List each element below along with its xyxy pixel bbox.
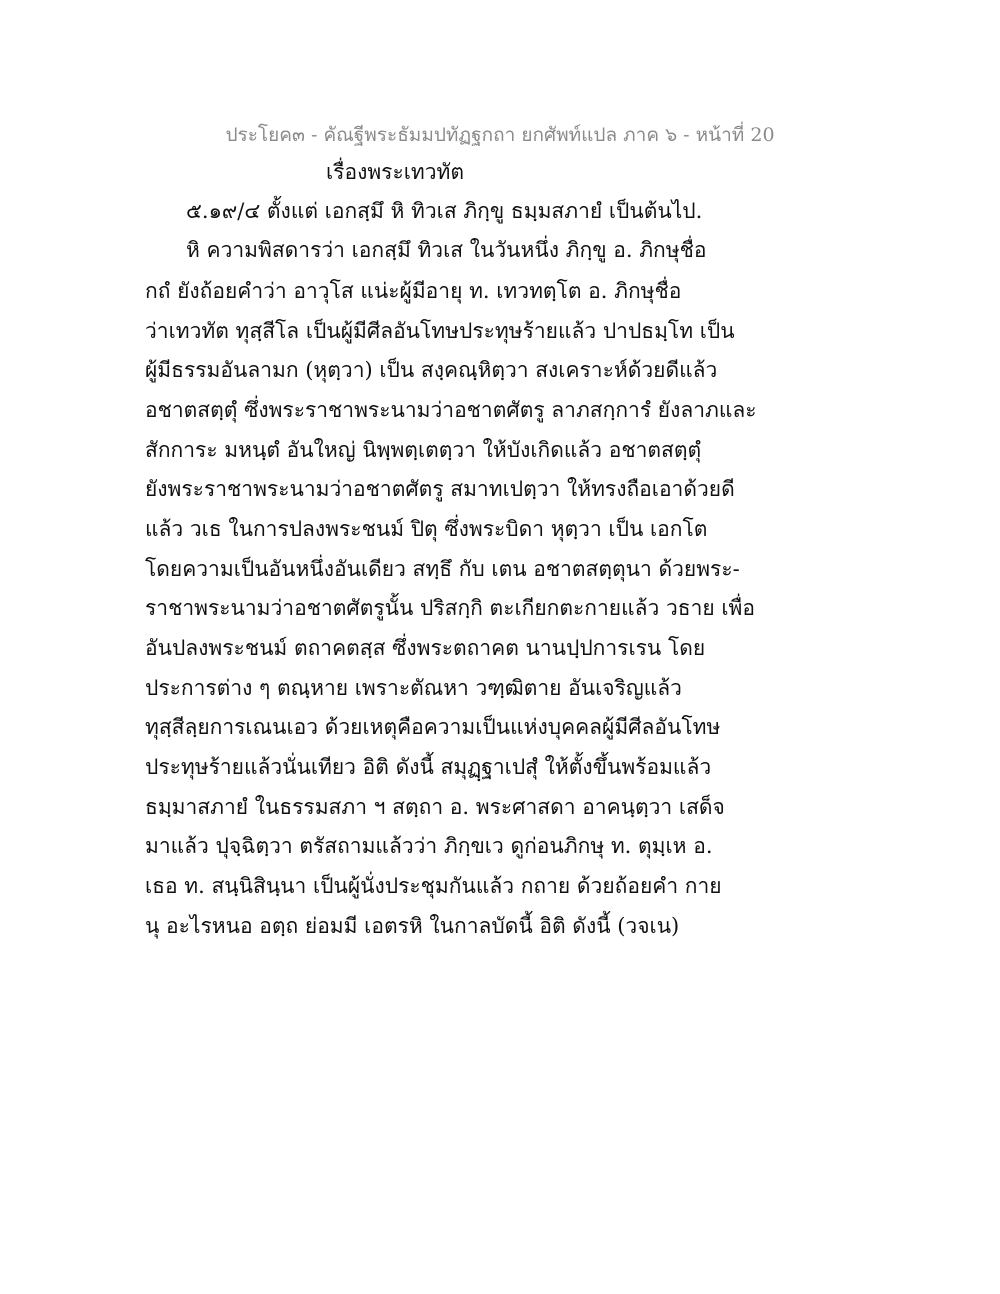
- paragraph-line: แล้ว วเธ ในการปลงพระชนม์ ปิตุ ซึ่งพระบิดา หุตฺวา เป็น เอกโต: [145, 517, 708, 541]
- paragraph-line: ยังพระราชาพระนามว่าอชาตศัตรู สมาทเปตฺวา ให้ทรงถือเอาด้วยดี: [145, 477, 735, 501]
- paragraph-line: ราชาพระนามว่าอชาตศัตรูนั้น ปริสกฺกิ ตะเกียกตะกายแล้ว วธาย เพื่อ: [145, 596, 755, 620]
- paragraph-line: อชาตสตฺตุํ ซึ่งพระราชาพระนามว่าอชาตศัตรู ลาภสกฺการํ ยังลาภและ: [145, 398, 757, 422]
- paragraph-line: ทุสฺสีลฺยการเณนเอว ด้วยเหตุคือความเป็นแห่งบุคคลผู้มีศีลอันโทษ: [145, 715, 721, 739]
- paragraph-line: ประทุษร้ายแล้วนั่นเทียว อิติ ดังนี้ สมุฏฺฐาเปสุํ ให้ตั้งขึ้นพร้อมแล้ว: [145, 755, 712, 779]
- page-header: ประโยค๓ - คัณฐีพระธัมมปทัฏฐกถา ยกศัพท์แปล ภาค ๖ - หน้าที่ 20: [225, 124, 775, 146]
- paragraph-line: นุ อะไรหนอ อตฺถ ย่อมมี เอตรหิ ในกาลบัดนี้ อิติ ดังนี้ (วจเน): [145, 914, 680, 938]
- paragraph-line: หิ ความพิสดารว่า เอกสฺมึ ทิวเส ในวันหนึ่ง ภิกฺขู อ. ภิกษุชื่อ: [186, 238, 707, 262]
- paragraph-line: กถํ ยังถ้อยคำว่า อาวุโส แน่ะผู้มีอายุ ท. เทวทตฺโต อ. ภิกษุชื่อ: [145, 279, 682, 303]
- paragraph-line: ธมฺมาสภายํ ในธรรมสภา ฯ สตฺถา อ. พระศาสดา อาคนฺตฺวา เสด็จ: [145, 795, 725, 819]
- paragraph-line: สักการะ มหนฺตํ อันใหญ่ นิพฺพตฺเตตฺวา ให้บังเกิดแล้ว อชาตสตฺตุํ: [145, 438, 702, 462]
- paragraph-line: ว่าเทวทัต ทุสฺสีโล เป็นผู้มีศีลอันโทษประทุษร้ายแล้ว ปาปธมฺโท เป็น: [145, 319, 735, 343]
- paragraph-line: ๕.๑๙/๔ ตั้งแต่ เอกสฺมึ หิ ทิวเส ภิกฺขู ธมฺมสภายํ เป็นต้นไป.: [186, 199, 703, 223]
- paragraph-line: โดยความเป็นอันหนึ่งอันเดียว สทฺธึ กับ เตน อชาตสตฺตุนา ด้วยพระ-: [145, 557, 740, 581]
- paragraph-line: ประการต่าง ๆ ตณฺหาย เพราะตัณหา วฑฺฒิตาย อันเจริญแล้ว: [145, 676, 682, 700]
- paragraph-line: อันปลงพระชนม์ ตถาคตสฺส ซึ่งพระตถาคต นานปฺปการเรน โดย: [145, 636, 706, 660]
- story-title: เรื่องพระเทวทัต: [326, 160, 465, 184]
- paragraph-line: ผู้มีธรรมอันลามก (หุตฺวา) เป็น สงฺคณฺหิตฺวา สงเคราะห์ด้วยดีแล้ว: [145, 358, 718, 382]
- paragraph-line: มาแล้ว ปุจฺฉิตฺวา ตรัสถามแล้วว่า ภิกฺขเว ดูก่อนภิกษุ ท. ตุมฺเห อ.: [145, 834, 713, 858]
- paragraph-line: เธอ ท. สนฺนิสินฺนา เป็นผู้นั่งประชุมกันแล้ว กถาย ด้วยถ้อยคำ กาย: [145, 874, 722, 898]
